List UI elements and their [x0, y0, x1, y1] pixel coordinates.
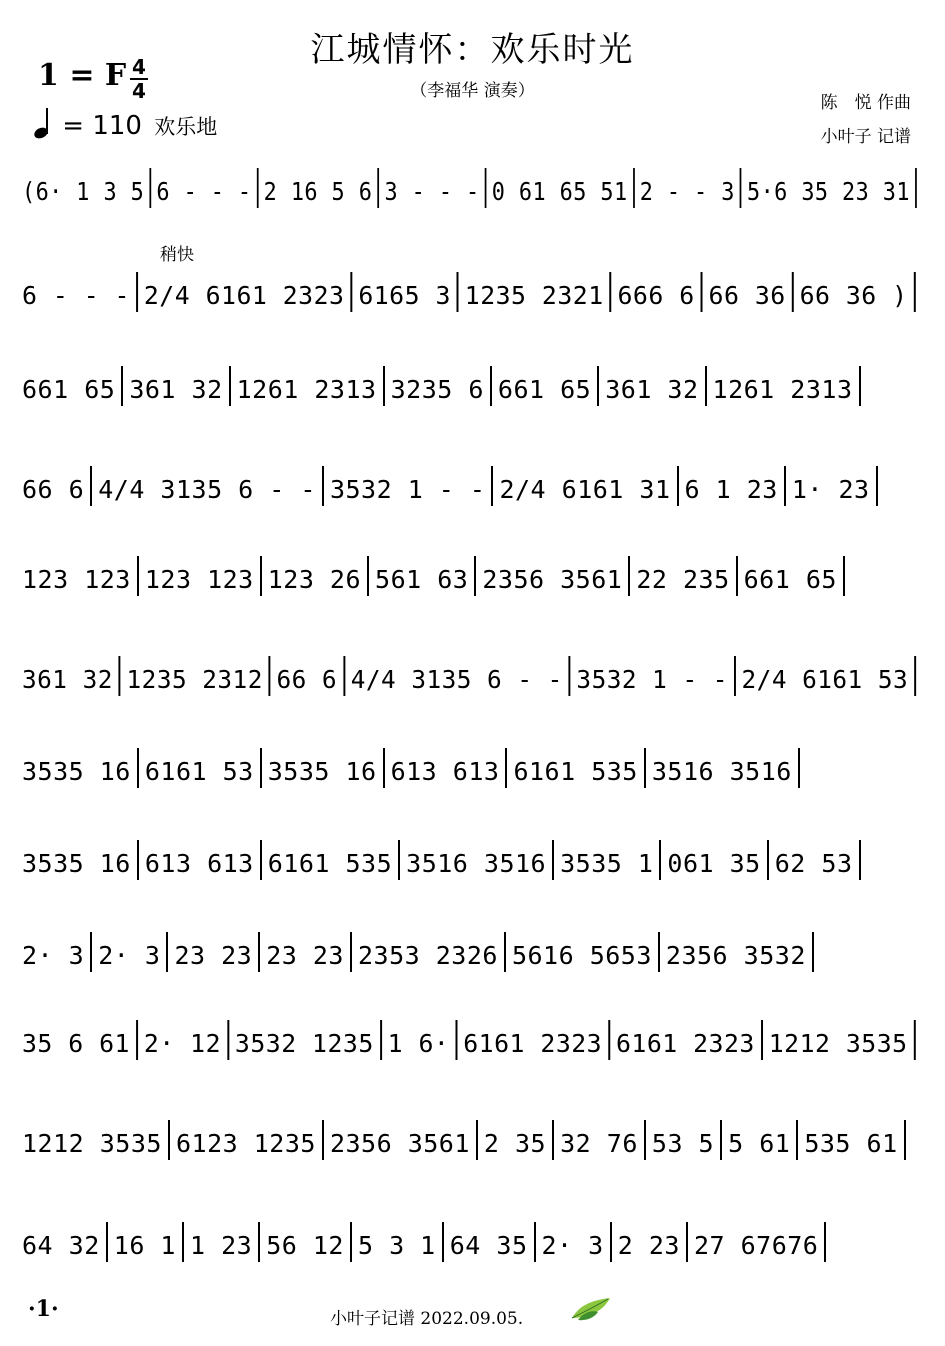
- measure: 3532 1 - -: [329, 475, 486, 504]
- page-title: 江城情怀：欢乐时光: [310, 30, 635, 70]
- barline: [686, 1222, 688, 1262]
- barline: [796, 1120, 798, 1160]
- barline: [121, 366, 123, 406]
- notation-sequence: [22, 656, 922, 696]
- measure: 1 6·: [387, 1029, 450, 1058]
- notation-sequence: [22, 932, 820, 972]
- barline: [792, 272, 794, 312]
- barline: [798, 748, 800, 788]
- measure: 666 6: [617, 281, 695, 310]
- barline: [136, 272, 138, 312]
- measure: 22 235: [636, 565, 730, 594]
- barline: [610, 1222, 612, 1262]
- barline: [258, 1222, 260, 1262]
- barline: [378, 168, 380, 208]
- measure: 561 63: [375, 565, 469, 594]
- notation-sequence: [22, 1222, 832, 1262]
- barline: [383, 366, 385, 406]
- notation-sequence: [22, 1120, 912, 1160]
- measure: 3535 16: [267, 757, 377, 786]
- barline: [824, 1222, 826, 1262]
- measure: 613 613: [390, 757, 500, 786]
- barline: [229, 366, 231, 406]
- measure: 1212 3535: [768, 1029, 908, 1058]
- measure: 5 3 1: [357, 1231, 436, 1260]
- barline: [644, 748, 646, 788]
- measure: 661 65: [497, 375, 592, 404]
- barline: [736, 556, 738, 596]
- measure: 361 32: [129, 375, 223, 404]
- measure: 2· 3: [22, 941, 85, 970]
- measure: 361 32: [605, 375, 699, 404]
- barline: [504, 932, 506, 972]
- measure: 23 23: [266, 941, 344, 970]
- measure: 1· 23: [791, 475, 870, 504]
- barline: [761, 1020, 763, 1060]
- measure: 64 35: [449, 1231, 528, 1260]
- barline: [457, 272, 459, 312]
- quarter-note-icon: [34, 110, 54, 138]
- score-line: [22, 840, 924, 900]
- measure: 2356 3561: [482, 565, 623, 594]
- barline: [166, 932, 168, 972]
- transcription-signature: 小叶子记谱 2022.09.05.: [330, 1309, 524, 1329]
- barline: [491, 466, 493, 506]
- time-signature-bottom: 4: [132, 79, 146, 103]
- measure: 123 123: [22, 565, 131, 594]
- barline: [260, 556, 262, 596]
- barline: [610, 272, 612, 312]
- measure: 061 35: [667, 849, 761, 878]
- measure: 6 - - -: [156, 177, 252, 206]
- measure: 361 32: [22, 665, 113, 694]
- measure: 4/4 3135 6 - -: [350, 665, 563, 694]
- barline: [597, 366, 599, 406]
- score-line: [22, 168, 924, 228]
- measure: (6· 1 3 5: [22, 177, 145, 206]
- measure: 6161 53: [144, 757, 254, 786]
- measure: 2 23: [617, 1231, 680, 1260]
- measure: 66 36 ): [799, 281, 908, 310]
- barline: [859, 840, 861, 880]
- measure: 3532 1 - -: [576, 665, 728, 694]
- barline: [843, 556, 845, 596]
- barline: [119, 656, 121, 696]
- barline: [90, 932, 92, 972]
- time-signature: [128, 56, 150, 102]
- barline: [628, 556, 630, 596]
- barline: [257, 168, 259, 208]
- measure: 613 613: [144, 849, 254, 878]
- barline: [182, 1222, 184, 1262]
- measure: 3535 16: [22, 757, 131, 786]
- notation-sequence: [22, 556, 851, 596]
- measure: 6161 2323: [615, 1029, 755, 1058]
- barline: [659, 840, 661, 880]
- composer-credit: 陈 悦 作曲: [820, 93, 911, 113]
- barline: [260, 748, 262, 788]
- notation-sequence: [22, 466, 884, 506]
- barline: [350, 1222, 352, 1262]
- measure: 3535 1: [560, 849, 654, 878]
- barline: [767, 840, 769, 880]
- notation-sequence: [22, 272, 921, 312]
- score-line: [22, 1222, 924, 1282]
- barline: [552, 1120, 554, 1160]
- measure: 32 76: [560, 1129, 638, 1158]
- page-number: ·1·: [28, 1296, 59, 1322]
- measure: 4/4 3135 6 - -: [98, 475, 316, 504]
- barline: [552, 840, 554, 880]
- barline: [260, 840, 262, 880]
- measure: 53 5: [651, 1129, 715, 1158]
- measure: 5·6 35 23 31: [747, 177, 910, 206]
- measure: 6 1 23: [684, 475, 778, 504]
- barline: [740, 168, 742, 208]
- score-line: [22, 1120, 924, 1180]
- measure: 23 23: [174, 941, 253, 970]
- barline: [734, 656, 736, 696]
- barline: [149, 168, 151, 208]
- barline: [608, 1020, 610, 1060]
- measure: 6161 535: [267, 849, 393, 878]
- barline: [367, 556, 369, 596]
- measure: 5 61: [728, 1129, 791, 1158]
- barline: [322, 466, 324, 506]
- measure: 3516 3516: [651, 757, 792, 786]
- measure: 5616 5653: [511, 941, 652, 970]
- barline: [490, 366, 492, 406]
- barline: [812, 932, 814, 972]
- barline: [137, 840, 139, 880]
- measure: 66 6: [276, 665, 338, 694]
- score-line: [22, 656, 924, 716]
- notation-sequence: [22, 1020, 921, 1060]
- barline: [455, 1020, 457, 1060]
- measure: 35 6 61: [22, 1029, 130, 1058]
- measure: 1235 2321: [464, 281, 604, 310]
- score-line: [22, 466, 924, 526]
- leaf-icon: [568, 1294, 614, 1322]
- barline: [701, 272, 703, 312]
- measure: 123 123: [144, 565, 254, 594]
- measure: 2· 12: [143, 1029, 222, 1058]
- measure: 2353 2326: [357, 941, 498, 970]
- measure: 2356 3532: [665, 941, 806, 970]
- measure: 2/4 6161 2323: [143, 281, 345, 310]
- barline: [380, 1020, 382, 1060]
- notation-sequence: [22, 366, 867, 406]
- barline: [227, 1020, 229, 1060]
- measure: 1261 2313: [236, 375, 377, 404]
- barline: [90, 466, 92, 506]
- barline: [398, 840, 400, 880]
- barline: [859, 366, 861, 406]
- measure: 6123 1235: [175, 1129, 316, 1158]
- measure: 56 12: [266, 1231, 344, 1260]
- barline: [505, 748, 507, 788]
- measure: 2/4 6161 31: [499, 475, 671, 504]
- score-line: [22, 748, 924, 808]
- measure: 661 65: [743, 565, 837, 594]
- measure: 2· 3: [98, 941, 161, 970]
- measure: 2 - - 3: [639, 177, 735, 206]
- barline: [569, 656, 571, 696]
- measure: 2 35: [483, 1129, 547, 1158]
- measure: 123 26: [267, 565, 362, 594]
- measure: 16 1: [113, 1231, 176, 1260]
- notation-sequence: [22, 168, 922, 208]
- measure: 3535 16: [22, 849, 131, 878]
- barline: [876, 466, 878, 506]
- score-line: [22, 556, 924, 616]
- measure: 6 - - -: [22, 281, 130, 310]
- measure: 3532 1235: [234, 1029, 374, 1058]
- transcriber-credit: 小叶子 记谱: [820, 127, 911, 147]
- notation-sequence: [22, 748, 806, 788]
- barline: [136, 1020, 138, 1060]
- barline: [258, 932, 260, 972]
- barline: [476, 1120, 478, 1160]
- barline: [343, 656, 345, 696]
- measure: 27 67676: [693, 1231, 819, 1260]
- tempo-value: = 110: [62, 111, 142, 141]
- score-line: [22, 1020, 924, 1080]
- measure: 0 61 65 51: [491, 177, 628, 206]
- barline: [914, 272, 916, 312]
- barline: [915, 168, 917, 208]
- measure: 64 32: [22, 1231, 100, 1260]
- key-signature: 1 = F: [38, 58, 127, 93]
- score-line: [22, 366, 924, 426]
- measure: 6165 3: [358, 281, 451, 310]
- measure: 2 16 5 6: [263, 177, 373, 206]
- performer-subtitle: （李福华 演奏）: [410, 81, 535, 101]
- measure: 6161 535: [513, 757, 638, 786]
- measure: 62 53: [774, 849, 853, 878]
- barline: [658, 932, 660, 972]
- measure: 1212 3535: [22, 1129, 162, 1158]
- score-line: [22, 932, 924, 992]
- measure: 66 36: [708, 281, 786, 310]
- barline: [784, 466, 786, 506]
- barline: [269, 656, 271, 696]
- barline: [633, 168, 635, 208]
- barline: [720, 1120, 722, 1160]
- measure: 661 65: [22, 375, 116, 404]
- tempo-change-mark: 稍快: [160, 245, 194, 265]
- barline: [914, 656, 916, 696]
- barline: [474, 556, 476, 596]
- measure: 2356 3561: [329, 1129, 470, 1158]
- notation-sequence: [22, 840, 867, 880]
- barline: [914, 1020, 916, 1060]
- measure: 535 61: [804, 1129, 898, 1158]
- barline: [137, 748, 139, 788]
- barline: [168, 1120, 170, 1160]
- measure: 2· 3: [541, 1231, 604, 1260]
- barline: [644, 1120, 646, 1160]
- tempo-expression: 欢乐地: [154, 115, 218, 139]
- measure: 1261 2313: [712, 375, 853, 404]
- score-line: [22, 272, 924, 332]
- barline: [322, 1120, 324, 1160]
- barline: [705, 366, 707, 406]
- barline: [137, 556, 139, 596]
- measure: 2/4 6161 53: [741, 665, 909, 694]
- measure: 3235 6: [390, 375, 484, 404]
- measure: 1 23: [189, 1231, 253, 1260]
- measure: 3516 3516: [406, 849, 547, 878]
- time-signature-top: 4: [132, 55, 146, 79]
- barline: [534, 1222, 536, 1262]
- barline: [485, 168, 487, 208]
- measure: 1235 2312: [126, 665, 263, 694]
- barline: [904, 1120, 906, 1160]
- barline: [106, 1222, 108, 1262]
- measure: 6161 2323: [463, 1029, 603, 1058]
- barline: [442, 1222, 444, 1262]
- measure: 66 6: [22, 475, 85, 504]
- barline: [677, 466, 679, 506]
- measure: 3 - - -: [384, 177, 480, 206]
- barline: [350, 932, 352, 972]
- barline: [350, 272, 352, 312]
- tempo-marking: [34, 110, 217, 141]
- barline: [383, 748, 385, 788]
